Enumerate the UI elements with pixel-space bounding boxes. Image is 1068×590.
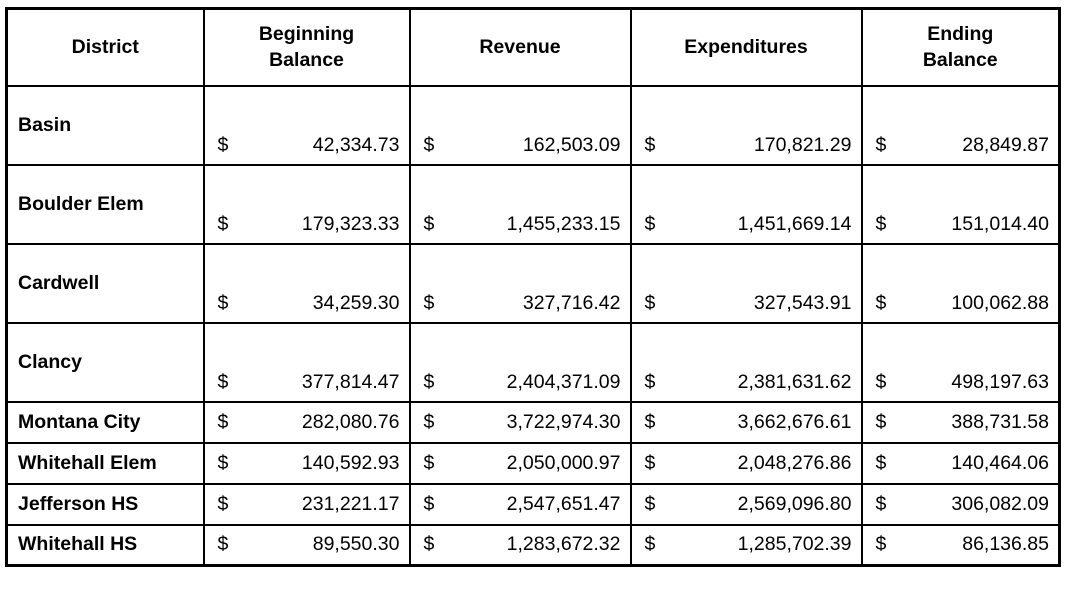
- table-row-basin: [7, 86, 1060, 165]
- amount-value: 2,050,000.97: [506, 451, 621, 474]
- amount-value: 170,821.29: [753, 133, 852, 156]
- amount-value: 498,197.63: [951, 370, 1049, 393]
- table-body: [7, 86, 1060, 566]
- column-header-district: [7, 9, 204, 86]
- amount-cell: [862, 525, 1060, 566]
- table-row-clancy: [7, 323, 1060, 402]
- currency-symbol: $: [423, 291, 435, 314]
- amount-value: 1,451,669.14: [737, 212, 852, 235]
- amount-value: 3,662,676.61: [737, 410, 852, 433]
- amount-cell: [862, 443, 1060, 484]
- currency-symbol: $: [644, 533, 656, 556]
- district-cell: Whitehall HS: [7, 525, 204, 566]
- amount-cell: [631, 86, 862, 165]
- amount-value: 327,716.42: [522, 291, 621, 314]
- header-label: Beginning Balance: [258, 22, 355, 72]
- currency-symbol: $: [644, 370, 656, 393]
- currency-symbol: $: [875, 451, 887, 474]
- currency-symbol: $: [217, 492, 229, 515]
- amount-cell: [410, 484, 631, 525]
- currency-symbol: $: [423, 492, 435, 515]
- amount-cell: [410, 323, 631, 402]
- currency-symbol: $: [217, 533, 229, 556]
- amount-cell: [862, 484, 1060, 525]
- district-cell: Jefferson HS: [7, 484, 204, 525]
- amount-cell: [862, 165, 1060, 244]
- amount-value: 2,569,096.80: [737, 492, 852, 515]
- amount-cell: [862, 86, 1060, 165]
- amount-cell: [631, 165, 862, 244]
- currency-symbol: $: [217, 212, 229, 235]
- amount-value: 86,136.85: [962, 533, 1049, 556]
- district-cell: Montana City: [7, 402, 204, 443]
- amount-cell: [204, 443, 410, 484]
- amount-cell: [862, 244, 1060, 323]
- currency-symbol: $: [875, 291, 887, 314]
- amount-value: 1,455,233.15: [506, 212, 621, 235]
- amount-value: 140,592.93: [301, 451, 400, 474]
- column-header-expenditures: [631, 9, 862, 86]
- amount-cell: [410, 525, 631, 566]
- table-row-boulder-elem: [7, 165, 1060, 244]
- district-finance-table: [5, 7, 1061, 567]
- amount-cell: [204, 86, 410, 165]
- currency-symbol: $: [423, 133, 435, 156]
- amount-cell: [410, 165, 631, 244]
- currency-symbol: $: [217, 410, 229, 433]
- district-cell: Clancy: [7, 323, 204, 402]
- amount-value: 34,259.30: [312, 291, 400, 314]
- currency-symbol: $: [217, 133, 229, 156]
- table-row-montana-city: [7, 402, 1060, 443]
- amount-cell: [204, 244, 410, 323]
- currency-symbol: $: [423, 212, 435, 235]
- amount-value: 100,062.88: [951, 291, 1049, 314]
- table-header: [7, 9, 1060, 86]
- amount-value: 3,722,974.30: [506, 410, 621, 433]
- column-header-revenue: [410, 9, 631, 86]
- header-row: [7, 9, 1060, 86]
- amount-value: 140,464.06: [951, 451, 1049, 474]
- district-cell: Boulder Elem: [7, 165, 204, 244]
- amount-cell: [204, 484, 410, 525]
- amount-value: 231,221.17: [301, 492, 400, 515]
- amount-value: 327,543.91: [753, 291, 852, 314]
- table-row-whitehall-elem: [7, 443, 1060, 484]
- amount-value: 151,014.40: [951, 212, 1049, 235]
- header-label: Ending Balance: [922, 22, 998, 72]
- amount-value: 2,404,371.09: [506, 370, 621, 393]
- currency-symbol: $: [423, 410, 435, 433]
- currency-symbol: $: [423, 370, 435, 393]
- currency-symbol: $: [644, 492, 656, 515]
- amount-cell: [204, 165, 410, 244]
- amount-value: 282,080.76: [301, 410, 400, 433]
- table-row-whitehall-hs: [7, 525, 1060, 566]
- district-cell: Cardwell: [7, 244, 204, 323]
- amount-value: 2,048,276.86: [737, 451, 852, 474]
- currency-symbol: $: [644, 410, 656, 433]
- amount-value: 89,550.30: [312, 533, 400, 556]
- currency-symbol: $: [644, 451, 656, 474]
- amount-value: 1,285,702.39: [737, 533, 852, 556]
- currency-symbol: $: [875, 410, 887, 433]
- amount-cell: [631, 402, 862, 443]
- currency-symbol: $: [217, 451, 229, 474]
- table-row-jefferson-hs: [7, 484, 1060, 525]
- amount-cell: [631, 323, 862, 402]
- amount-cell: [204, 402, 410, 443]
- amount-cell: [631, 244, 862, 323]
- amount-value: 388,731.58: [951, 410, 1049, 433]
- amount-cell: [862, 402, 1060, 443]
- amount-cell: [410, 244, 631, 323]
- currency-symbol: $: [875, 370, 887, 393]
- currency-symbol: $: [875, 492, 887, 515]
- amount-value: 1,283,672.32: [506, 533, 621, 556]
- amount-cell: [410, 402, 631, 443]
- currency-symbol: $: [644, 291, 656, 314]
- amount-value: 28,849.87: [962, 133, 1049, 156]
- currency-symbol: $: [875, 133, 887, 156]
- currency-symbol: $: [875, 212, 887, 235]
- amount-value: 179,323.33: [301, 212, 400, 235]
- currency-symbol: $: [423, 451, 435, 474]
- district-cell: Basin: [7, 86, 204, 165]
- currency-symbol: $: [875, 533, 887, 556]
- amount-value: 306,082.09: [951, 492, 1049, 515]
- amount-cell: [862, 323, 1060, 402]
- currency-symbol: $: [217, 291, 229, 314]
- header-label: District: [71, 36, 139, 59]
- amount-cell: [631, 525, 862, 566]
- amount-value: 377,814.47: [301, 370, 400, 393]
- amount-cell: [631, 484, 862, 525]
- district-cell: Whitehall Elem: [7, 443, 204, 484]
- amount-value: 162,503.09: [522, 133, 621, 156]
- amount-cell: [204, 525, 410, 566]
- amount-value: 42,334.73: [312, 133, 400, 156]
- amount-cell: [410, 86, 631, 165]
- amount-cell: [631, 443, 862, 484]
- currency-symbol: $: [423, 533, 435, 556]
- amount-value: 2,381,631.62: [737, 370, 852, 393]
- currency-symbol: $: [644, 212, 656, 235]
- amount-cell: [204, 323, 410, 402]
- column-header-beginning-balance: [204, 9, 410, 86]
- header-label: Expenditures: [684, 36, 808, 59]
- currency-symbol: $: [644, 133, 656, 156]
- header-label: Revenue: [479, 36, 561, 59]
- table-row-cardwell: [7, 244, 1060, 323]
- currency-symbol: $: [217, 370, 229, 393]
- amount-value: 2,547,651.47: [506, 492, 621, 515]
- amount-cell: [410, 443, 631, 484]
- column-header-ending-balance: [862, 9, 1060, 86]
